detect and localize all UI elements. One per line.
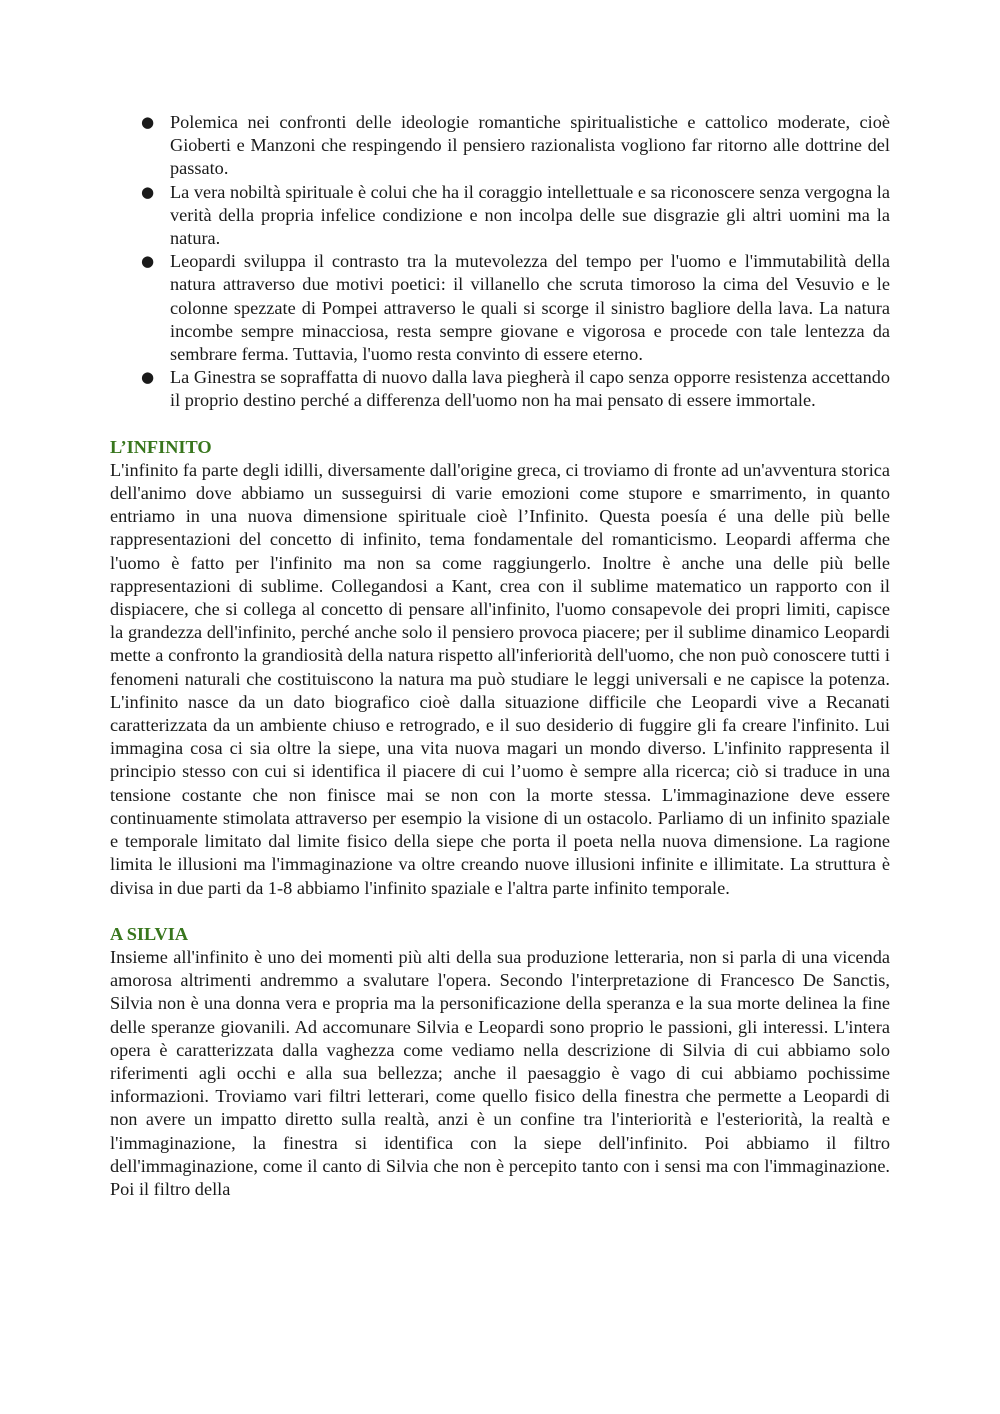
- bullet-icon: ●: [141, 368, 155, 387]
- bullet-icon: ●: [141, 182, 155, 201]
- bullet-text: Polemica nei confronti delle ideologie romantiche spiritualistiche e cattolico moderate, cioè Gioberti e Manzoni che respingendo il pensiero razionalista vogliono far ritorno alle dottrine del passato.: [170, 112, 890, 179]
- section-paragraph-silvia: Insieme all'infinito è uno dei momenti più alti della sua produzione letteraria, non si parla di una vicenda amorosa altrimenti andremmo a svalutare l'opera. Secondo l'interpretazione di Francesco De Sanctis, Silvia non è una donna vera e propria ma la personificazione della speranza e la sua morte delinea la fine delle speranze giovanili. Ad accomunare Silvia e Leopardi sono proprio le passioni, gli interessi. L'intera opera è caratterizzata dalla vaghezza come vediamo nella descrizione di Silvia di cui abbiamo solo riferimenti agli occhi e alla sua bellezza; anche il paesaggio è vago di cui abbiamo pochissime informazioni. Troviamo vari filtri letterari, come quello fisico della finestra che permette a Leopardi di non avere un impatto diretto sulla realtà, anzi è un confine tra l'interiorità e l'esteriorità, la realtà e l'immaginazione, la finestra si identifica con la siepe dell'infinito. Poi abbiamo il filtro dell'immaginazione, come il canto di Silvia che non è percepito tanto con i sensi ma con l'immaginazione. Poi il filtro della: [110, 946, 890, 1199]
- bullet-icon: ●: [141, 113, 155, 131]
- section-heading-silvia: A SILVIA: [110, 923, 189, 944]
- bullet-text: La Ginestra se sopraffatta di nuovo dalla lava piegherà il capo senza opporre resistenza accettando il proprio destino perché a differenza dell'uomo non ha mai pensato di essere immortale.: [170, 367, 890, 411]
- bullet-text: Leopardi sviluppa il contrasto tra la mutevolezza del tempo per l'uomo e l'immutabilità della natura attraverso due motivi poetici: il villanello che scruta timoroso la cima del Vesuvio e le colonne spezzate di Pompei attraverso le quali si scorge il sinistro bagliore della lava. La natura incombe sempre minacciosa, resta sempre giovane e vigorosa e procede con tale lentezza da sembrare ferma. Tuttavia, l'uomo resta convinto di essere eterno.: [170, 251, 890, 365]
- bullet-icon: ●: [141, 252, 155, 271]
- bullet-item: [110, 366, 890, 412]
- section-paragraph-infinito: L'infinito fa parte degli idilli, diversamente dall'origine greca, ci troviamo di fronte ad un'avventura storica dell'animo dove abbiamo un susseguirsi di varie emozioni come stupore e smarrimento, in quanto entriamo in una nuova dimensione spirituale cioè l’Infinito. Questa poesía é una delle più belle rappresentazioni del concetto di infinito, tema fondamentale del romanticismo. Leopardi afferma che l'uomo è fatto per l'infinito ma non sa come raggiungerlo. Inoltre è anche una delle più belle rappresentazioni di sublime. Collegandosi a Kant, crea con il sublime matematico un rapporto con il dispiacere, che si collega al concetto di pensare all'infinito, l'uomo consapevole dei propri limiti, capisce la grandezza dell'infinito, perché anche solo il pensiero provoca piacere; per il sublime dinamico Leopardi mette a confronto la grandiosità della natura rispetto all'inferiorità dell'uomo, che non può conoscere tutti i fenomeni naturali che costituiscono la natura ma può studiare le leggi universali e ne capisce la potenza. L'infinito nasce da un dato biografico cioè dalla situazione difficile che Leopardi vive a Recanati caratterizzata da un ambiente chiuso e retrogrado, e il suo desiderio di fuggire gli fa creare l'infinito. Lui immagina cosa ci sia oltre la siepe, una vita nuova magari un mondo diverso. L'infinito rappresenta il principio stesso con cui si identifica il piacere di cui l’uomo è sempre alla ricerca; ciò si traduce in una tensione costante che non finisce mai se non con la morte stessa. L'immaginazione deve essere continuamente stimolata attraverso per esempio la visione di un ostacolo. Parliamo di un infinito spaziale e temporale limitato dal limite fisico della siepe che porta il poeta nella nuova dimensione. La ragione limita le illusioni ma l'immaginazione va oltre creando nuove illusioni infinite e illimitate. La struttura è divisa in due parti da 1-8 abbiamo l'infinito spaziale e l'altra parte infinito temporale.: [110, 459, 890, 898]
- bullet-item: [110, 111, 890, 181]
- bullet-text: La vera nobiltà spirituale è colui che ha il coraggio intellettuale e sa riconoscere senza vergogna la verità della propria infelice condizione e non incolpa delle sue disgrazie gli altri uomini ma la natura.: [170, 181, 890, 249]
- bullet-item: [110, 181, 890, 251]
- document-page: [110, 111, 890, 1201]
- bullet-list: [110, 111, 890, 413]
- bullet-item: [110, 250, 890, 366]
- section-heading-infinito: L’INFINITO: [110, 436, 212, 457]
